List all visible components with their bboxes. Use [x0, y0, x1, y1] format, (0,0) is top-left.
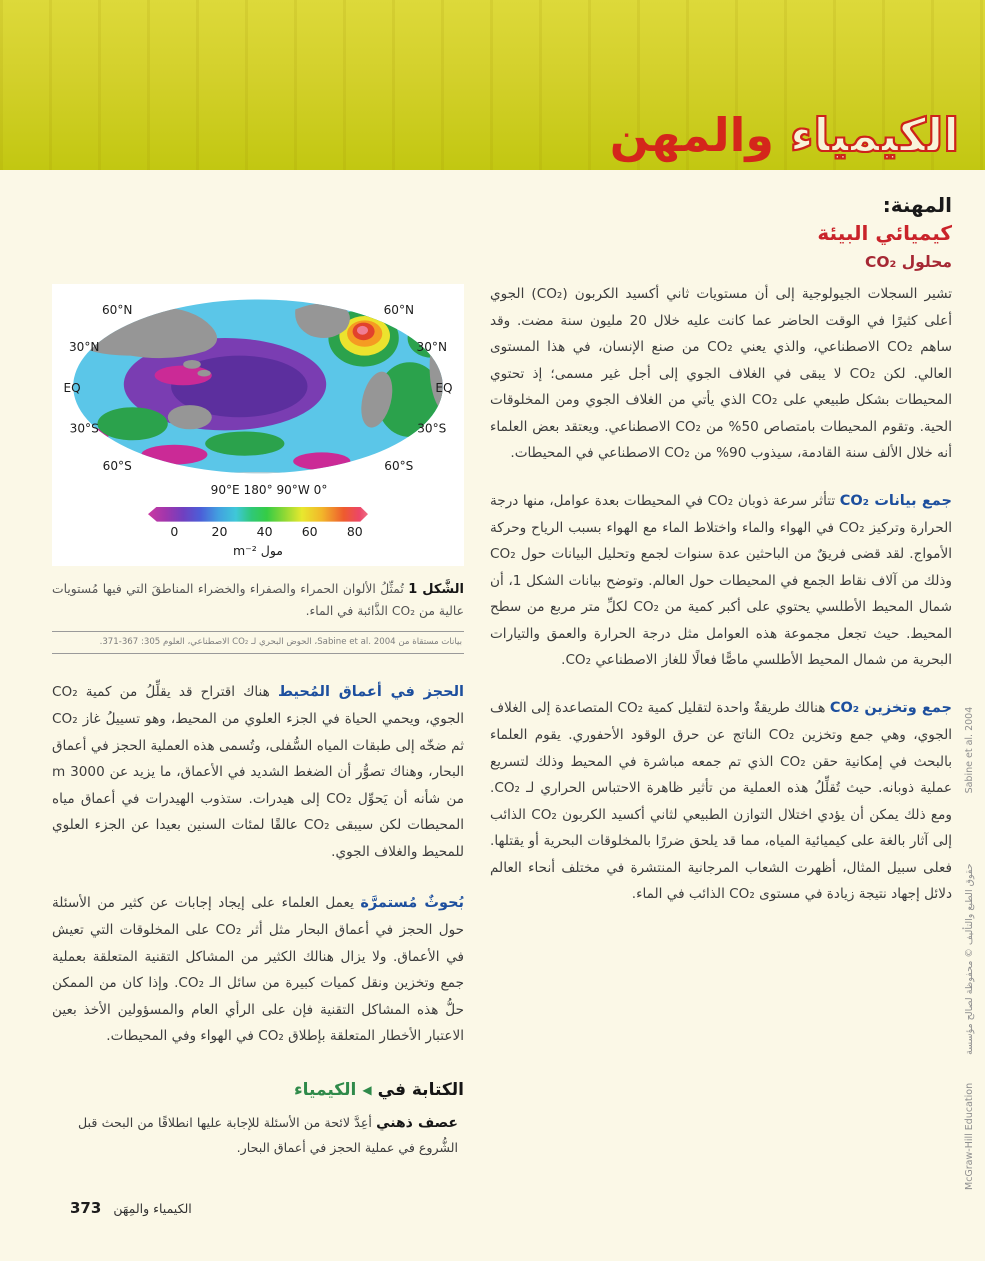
- section-ongoing-research: [52, 889, 464, 1050]
- intro-paragraph: تشير السجلات الجيولوجية إلى أن مستويات ثاني أكسيد الكربون (CO₂) الجوي أعلى كثيرًا في الوقت الحاضر عما كانت عليه خلال 20 مليون سنة مضت. وقد ساهم CO₂ الاصطناعي، والذي يعني CO₂ من صنع الإنسان، في هذا المستوى العالي. لكن CO₂ لا يبقى في الغلاف الجوي إلى أجل غير مسمى؛ إذ تحتوي المحيطات بشكل طبيعي على CO₂ الذي يأتي من الغلاف الجوي ومن المخلوقات الحية. وتقوم المحيطات بامتصاص 50% من CO₂ الاصطناعي. ويعتقد بعض العلماء أنه خلال الألف سنة القادمة، سيذوب 90% من CO₂ الاصطناعي في المحيطات.: [490, 286, 953, 461]
- deep-sequestration-heading: الحجز في أعماق المُحيط: [277, 683, 464, 700]
- figure-caption-text: تُمثِّلُ الألوان الحمراء والصفراء والخضراء المناطقَ التي فيها مُستويات عالية من CO₂ الذَّائبة في الماء.: [52, 581, 464, 619]
- data-collection-text: تتأثر سرعة ذوبان CO₂ في المحيطات بعدة عوامل، منها درجة الحرارة وتركيز CO₂ في الهواء والماء واختلاط الماء مع الهواء بسبب الرياح وحركة الأمواج. لقد قضى فريقٌ من الباحثين عدة سنوات لجمع وتحليل البيانات حول CO₂ وذلك من آلاف نقاط الجمع في المحيطات حول العالم. وتوضح بيانات الشكل 1، أن شمال المحيط الأطلسي يحتوي على أكبر كمية من CO₂ لكلِّ متر مربع من سطح المحيط. حيث تجعل مجموعة هذه العوامل مثل درجة الحرارة والعمق والتيارات البحرية من شمال المحيط الأطلسي ماصًّا فعالًا للغاز الاصطناعي CO₂.: [490, 492, 953, 669]
- scale-tick: 20: [211, 523, 228, 539]
- page-number: 373: [70, 1199, 102, 1217]
- lat-label: EQ: [435, 380, 453, 395]
- copyright-text: حقوق الطبع والتأليف © محفوظة لصالح مؤسسة: [964, 863, 975, 1055]
- lat-label: 30°S: [69, 421, 99, 436]
- footer-chapter-label: الكيمياء والمِهَن: [113, 1201, 192, 1216]
- section-capture-storage: [490, 694, 952, 908]
- lat-label: 30°N: [68, 340, 100, 355]
- title-word-careers: والمهن: [609, 108, 775, 162]
- writing-in-chemistry-heading: [52, 1080, 464, 1100]
- scale-tick: 80: [346, 523, 363, 539]
- writing-title-subject: الكيمياء: [293, 1079, 357, 1100]
- lat-label: 60°S: [102, 458, 132, 473]
- side-copyright-credit: [964, 690, 975, 1190]
- triangle-left-icon: ◀: [362, 1082, 372, 1097]
- lat-label: 60°S: [384, 458, 414, 473]
- section-deep-sequestration: [52, 678, 464, 865]
- lat-label: EQ: [63, 380, 81, 395]
- color-scale-ticks: [148, 524, 368, 542]
- career-kicker: المهنة:: [882, 193, 952, 217]
- lat-label: 60°N: [101, 302, 133, 317]
- solution-subtitle: محلول CO₂: [864, 253, 952, 271]
- writing-title-prefix: الكتابة في: [377, 1079, 464, 1100]
- figure-source: بيانات مستقاة من Sabine et al. 2004، الحوض البحري لـ CO₂ الاصطناعي، العلوم 305: 367-371.: [52, 631, 464, 654]
- data-collection-heading: جمع بيانات CO₂: [839, 492, 952, 509]
- brainstorm-text: أعِدَّ لائحة من الأسئلة للإجابة عليها انطلاقًا من البحث قبل الشُّروع في عملية الحجز في أعماق البحار.: [78, 1114, 458, 1156]
- title-word-chemistry: الكيمياء: [790, 108, 959, 162]
- scale-tick: 0: [170, 523, 179, 539]
- scale-unit: مول m⁻²: [232, 542, 283, 558]
- lon-labels: 90°E 180° 90°W 0°: [210, 483, 328, 498]
- capture-storage-text: هنالك طريقةٌ واحدة لتقليل كمية CO₂ المتصاعدة إلى الغلاف الجوي، وهي جمع وتخزين CO₂ الناتج عن حرق الوقود الأحفوري. يقوم العلماء بالبحث في إمكانية حقن CO₂ الذي تم جمعه مباشرة في المحيط وذلك لتسريع عملية ذوبانه. حيث تُقلِّلُ هذه العملية من تأثير ظاهرة الاحتباس الحراري لـ CO₂. ومع ذلك يمكن أن يؤدي اختلال التوازن الطبيعي لثاني أكسيد الكربون CO₂ الذائب إلى آثار بالغة على كيميائية المياه، مما قد يلحق ضررًا بالمخلوقات البحرية أو يقتلها. فعلى سبيل المثال، أظهرت الشعاب المرجانية المنتشرة في مختلف أنحاء العالم دلائل إجهاد نتيجة زيادة في مستوى CO₂ الذائب في الماء.: [490, 699, 952, 903]
- publisher-name: McGraw-Hill Education: [964, 1082, 975, 1190]
- figure-column: [52, 284, 464, 1160]
- main-column: [490, 192, 952, 928]
- brainstorm-lead: عصف ذهني: [376, 1114, 458, 1131]
- scale-tick: 40: [256, 523, 273, 539]
- figure-1: [52, 284, 464, 566]
- ongoing-research-heading: بُحوثٌ مُستمرَّة: [360, 895, 464, 912]
- lat-label: 30°S: [417, 421, 447, 436]
- page-footer: [70, 1199, 192, 1217]
- lat-label: 60°N: [383, 302, 415, 317]
- page-title: [610, 108, 959, 162]
- scale-tick: 60: [301, 523, 318, 539]
- deep-sequestration-text: هناك اقتراح قد يقلِّلُ من كمية CO₂ الجوي، ويحمي الحياة في الجزء العلوي من المحيط، وهو تسييلُ غاز CO₂ ثم ضخّه إلى طبقات المياه السُّفلى، وتُسمى هذه العملية الحجز في أعماق البحار، وهناك تصوُّر أن الضغط الشديد في الأعماق، ما يزيد عن 3000 m من شأنه أن يَحوِّل CO₂ إلى هيدرات. ستذوب الهيدرات في أعماق مياه المحيطات لكن سيبقى CO₂ عالقًا لمئات السنين بعيدا عن الجزء العلوي للمحيط والغلاف الجوي.: [52, 683, 465, 860]
- ongoing-research-text: يعمل العلماء على إيجاد إجابات عن كثير من الأسئلة حول الحجز في أعماق البحار مثل أثر CO₂ على المخلوقات التي تعيش في الأعماق. ولا يزال هنالك الكثير من المشاكل التقنية المتعلقة بعملية جمع وتخزين ونقل كميات كبيرة من سائل الـ CO₂. وإذا كان من الممكن حلُّ هذه المشاكل التقنية فإن على الرأي العام والمسؤولين الأخذ بعين الاعتبار الأخطار المتعلقة بإطلاق CO₂ في الهواء وفي المحيطات.: [52, 895, 464, 1045]
- data-credit: Sabine et al. 2004: [964, 706, 975, 794]
- page-content: [52, 192, 952, 1160]
- capture-storage-heading: جمع وتخزين CO₂: [829, 699, 953, 716]
- section-data-collection: [490, 487, 952, 674]
- brainstorm-task: [78, 1110, 458, 1161]
- figure-caption: [52, 579, 464, 623]
- figure-caption-label: الشَّكل 1: [408, 581, 464, 597]
- lat-label: 30°N: [416, 340, 448, 355]
- world-map-co2-figure: [60, 294, 456, 499]
- color-scale: [148, 507, 368, 558]
- color-scale-gradient: [148, 507, 368, 522]
- header-band: [0, 0, 985, 170]
- career-title: كيميائي البيئة: [817, 221, 952, 245]
